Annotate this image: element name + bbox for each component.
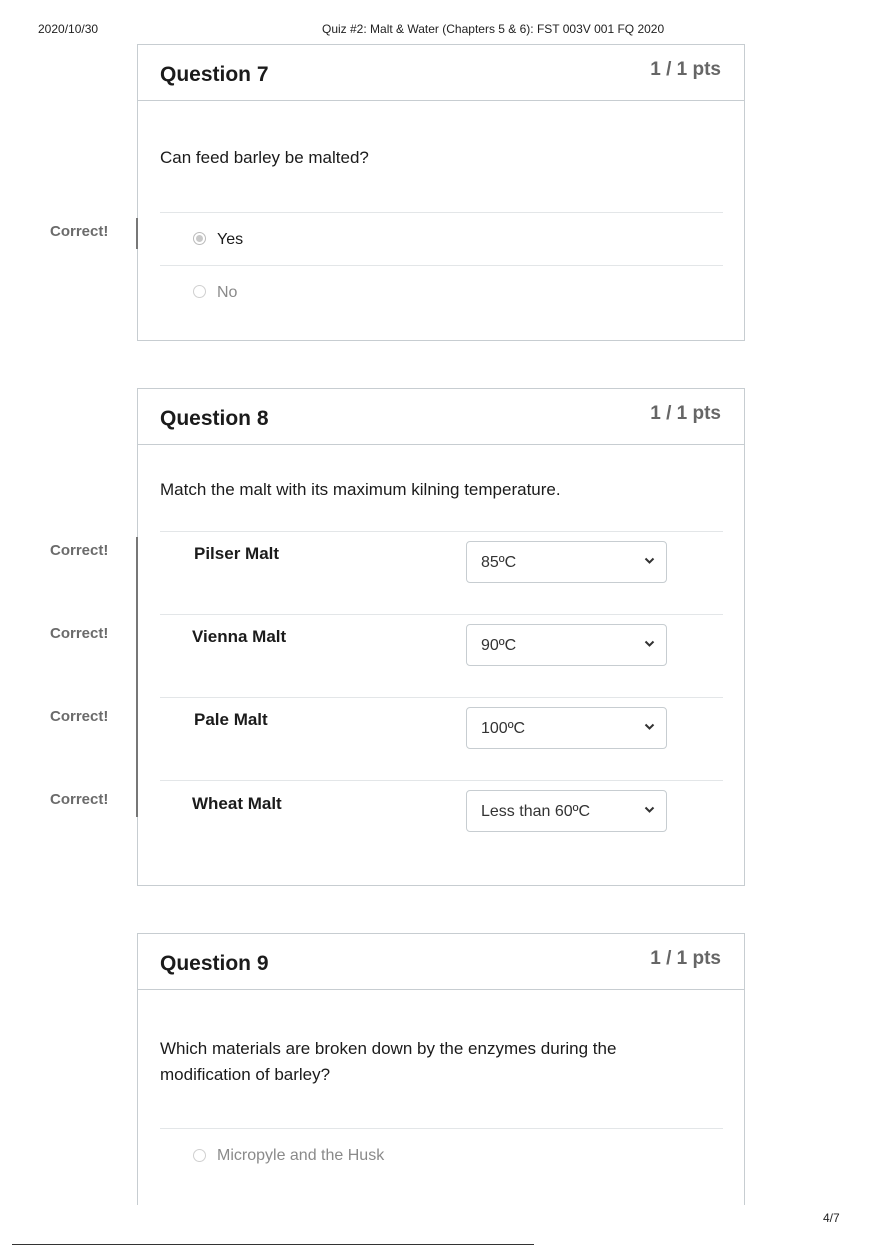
question-title: Question 8 [160, 407, 269, 430]
correct-label: Correct! [50, 708, 109, 725]
correct-indicator-line [136, 703, 138, 786]
match-select[interactable] [466, 541, 667, 583]
chevron-down-icon [644, 802, 655, 818]
match-select-value: 90ºC [481, 637, 517, 654]
question-text: Match the malt with its maximum kilning temperature. [160, 480, 561, 499]
match-label: Pilser Malt [194, 544, 280, 563]
question-text-line-1: Which materials are broken down by the enzymes during the [160, 1039, 617, 1058]
answer-option[interactable]: No [217, 284, 238, 301]
question-points: 1 / 1 pts [650, 403, 721, 424]
divider [160, 697, 723, 698]
answer-option[interactable]: Micropyle and the Husk [217, 1147, 385, 1164]
question-points: 1 / 1 pts [650, 948, 721, 969]
divider [160, 265, 723, 266]
correct-indicator-line [136, 218, 138, 249]
correct-indicator-line [136, 786, 138, 817]
print-title: Quiz #2: Malt & Water (Chapters 5 & 6): FST 003V 001 FQ 2020 [322, 22, 665, 36]
match-select-value: 85ºC [481, 554, 517, 571]
correct-indicator-line [136, 620, 138, 703]
question-header [138, 934, 744, 990]
correct-indicator-line [136, 537, 138, 620]
radio-button-icon[interactable] [193, 232, 206, 245]
match-select[interactable] [466, 707, 667, 749]
divider [160, 1128, 723, 1129]
match-select[interactable] [466, 624, 667, 666]
chevron-down-icon [644, 719, 655, 735]
divider [160, 531, 723, 532]
question-8-card [137, 388, 745, 886]
radio-button-icon[interactable] [193, 1149, 206, 1162]
match-select[interactable] [466, 790, 667, 832]
question-text-line-2: modification of barley? [160, 1065, 331, 1084]
chevron-down-icon [644, 636, 655, 652]
question-header [138, 389, 744, 445]
question-text: Can feed barley be malted? [160, 148, 369, 167]
print-date: 2020/10/30 [38, 22, 99, 36]
page-number: 4/7 [823, 1211, 840, 1225]
correct-label: Correct! [50, 223, 109, 240]
question-7-card [137, 44, 745, 341]
match-label: Wheat Malt [192, 794, 282, 813]
match-select-value: 100ºC [481, 720, 526, 737]
question-9-card [137, 933, 745, 1205]
correct-label: Correct! [50, 625, 109, 642]
question-points: 1 / 1 pts [650, 59, 721, 80]
chevron-down-icon [644, 553, 655, 569]
correct-label: Correct! [50, 791, 109, 808]
footer-rule [12, 1244, 534, 1245]
match-label: Pale Malt [194, 710, 268, 729]
question-title: Question 9 [160, 952, 269, 975]
match-select-value: Less than 60ºC [481, 803, 591, 820]
divider [160, 780, 723, 781]
question-header [138, 45, 744, 101]
question-title: Question 7 [160, 63, 269, 86]
divider [160, 614, 723, 615]
answer-option[interactable]: Yes [217, 231, 244, 248]
match-label: Vienna Malt [192, 627, 287, 646]
divider [160, 212, 723, 213]
correct-label: Correct! [50, 542, 109, 559]
radio-button-icon[interactable] [193, 285, 206, 298]
